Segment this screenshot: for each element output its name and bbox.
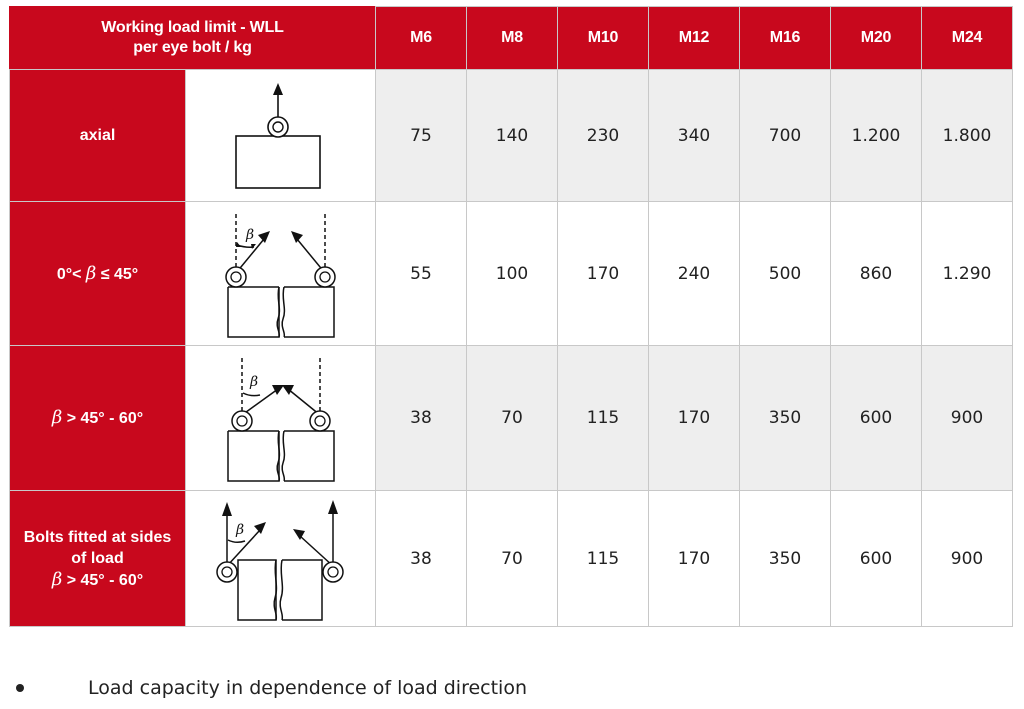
- beta-symbol: β: [51, 568, 63, 590]
- size-header-m12: M12: [649, 7, 740, 70]
- note-text: Load capacity in dependence of load direction: [88, 677, 528, 699]
- wll-value: 170: [649, 491, 740, 627]
- wll-value: 55: [376, 202, 467, 346]
- header-title-line2: per eye bolt / kg: [133, 39, 252, 56]
- wll-value: 1.290: [922, 202, 1013, 346]
- beta-symbol: β: [85, 262, 97, 284]
- wll-value: 38: [376, 491, 467, 627]
- beta-symbol: β: [235, 521, 244, 538]
- wll-value: 1.800: [922, 70, 1013, 202]
- wll-value: 900: [922, 346, 1013, 491]
- wll-value: 240: [649, 202, 740, 346]
- table-row: [10, 202, 1013, 346]
- note-line: [16, 677, 527, 699]
- row-label-side-fitted: [10, 491, 186, 627]
- wll-value: 70: [467, 491, 558, 627]
- wll-value: 70: [467, 346, 558, 491]
- row-label-axial: [10, 70, 186, 202]
- wll-value: 1.200: [831, 70, 922, 202]
- wll-value: 115: [558, 491, 649, 627]
- beta-symbol: β: [245, 226, 254, 243]
- wll-value: 900: [922, 491, 1013, 627]
- side-fitted-load-diagram-icon: [186, 491, 376, 627]
- wll-value: 350: [740, 346, 831, 491]
- wll-value: 170: [558, 202, 649, 346]
- size-header-m20: M20: [831, 7, 922, 70]
- table-row: [10, 346, 1013, 491]
- row-label-suffix: > 45° - 60°: [66, 410, 144, 427]
- row-label-prefix: 0°<: [56, 265, 82, 283]
- wll-value: 350: [740, 491, 831, 627]
- size-header-m16: M16: [740, 7, 831, 70]
- row-label-line1: Bolts fitted at sides: [23, 528, 172, 546]
- angled-load-diagram-icon: [186, 346, 376, 491]
- wll-value: 600: [831, 346, 922, 491]
- wll-value: 100: [467, 202, 558, 346]
- wll-value: 500: [740, 202, 831, 346]
- wll-value: 600: [831, 491, 922, 627]
- beta-symbol: β: [51, 407, 63, 428]
- axial-load-diagram-icon: [186, 70, 376, 202]
- table-row: [10, 70, 1013, 202]
- size-header-m24: M24: [922, 7, 1013, 70]
- beta-symbol: β: [249, 374, 258, 390]
- wll-value: 140: [467, 70, 558, 202]
- row-label-suffix: > 45° - 60°: [66, 571, 144, 589]
- wll-value: 115: [558, 346, 649, 491]
- wll-value: 230: [558, 70, 649, 202]
- wll-value: 75: [376, 70, 467, 202]
- wll-value: 170: [649, 346, 740, 491]
- header-row: [10, 7, 1013, 70]
- header-title-line1: Working load limit - WLL: [101, 19, 284, 36]
- bullet-icon: [16, 684, 24, 692]
- row-label-text: axial: [79, 127, 116, 144]
- row-label-angle-45-60: [10, 346, 186, 491]
- wll-table: [9, 6, 1013, 627]
- row-label-suffix: ≤ 45°: [100, 265, 139, 283]
- wll-value: 340: [649, 70, 740, 202]
- size-header-m10: M10: [558, 7, 649, 70]
- row-label-angle-0-45: [10, 202, 186, 346]
- table-row: [10, 491, 1013, 627]
- size-header-m6: M6: [376, 7, 467, 70]
- wll-value: 38: [376, 346, 467, 491]
- wll-value: 860: [831, 202, 922, 346]
- wll-value: 700: [740, 70, 831, 202]
- size-header-m8: M8: [467, 7, 558, 70]
- angled-load-diagram-icon: [186, 202, 376, 346]
- header-title: [10, 7, 376, 70]
- row-label-line2: of load: [71, 549, 124, 567]
